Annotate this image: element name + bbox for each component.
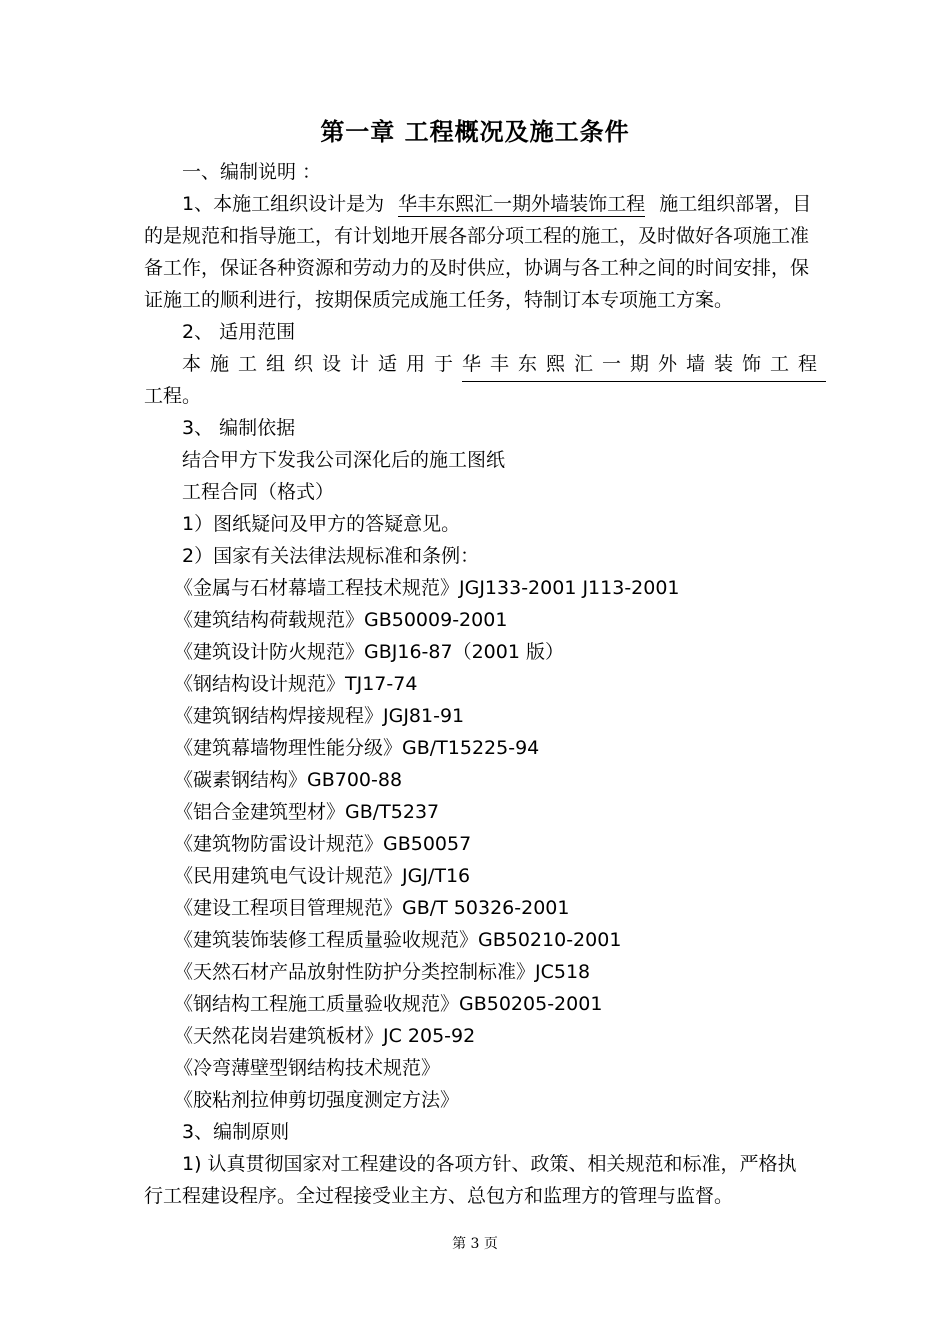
standard-item: 《天然花岗岩建筑板材》JC 205-92 <box>174 1025 476 1047</box>
standard-item: 《天然石材产品放射性防护分类控制标准》JC518 <box>174 961 591 983</box>
basis-item: 2）国家有关法律法规标准和条例： <box>182 545 480 567</box>
basis-item: 工程合同（格式） <box>182 481 335 503</box>
paragraph-line: 备工作，保证各种资源和劳动力的及时供应，协调与各工种之间的时间安排，保 <box>144 257 810 279</box>
project-name-underlined: 华丰东熙汇一期外墙装饰工程 <box>462 348 826 382</box>
section-heading-scope: 2、 适用范围 <box>182 321 296 343</box>
basis-item: 结合甲方下发我公司深化后的施工图纸 <box>182 449 506 471</box>
paragraph-line: 工程。 <box>144 385 202 407</box>
standard-item: 《建筑物防雷设计规范》GB50057 <box>174 833 472 855</box>
paragraph-line: 的是规范和指导施工，有计划地开展各部分项工程的施工，及时做好各项施工准 <box>144 225 810 247</box>
standard-item: 《建筑装饰装修工程质量验收规范》GB50210-2001 <box>174 929 622 951</box>
standard-item: 《钢结构设计规范》TJ17-74 <box>174 673 418 695</box>
basis-item: 1）图纸疑问及甲方的答疑意见。 <box>182 513 461 535</box>
project-name-underlined: 华丰东熙汇一期外墙装饰工程 <box>398 193 646 215</box>
paragraph-line: 行工程建设程序。全过程接受业主方、总包方和监理方的管理与监督。 <box>144 1185 734 1207</box>
standard-item: 《建筑结构荷载规范》GB50009-2001 <box>174 609 508 631</box>
section-heading-principles: 3、编制原则 <box>182 1121 290 1143</box>
standard-item: 《民用建筑电气设计规范》JGJ/T16 <box>174 865 471 887</box>
paragraph-line: 1) 认真贯彻国家对工程建设的各项方针、政策、相关规范和标准，严格执 <box>182 1153 797 1175</box>
paragraph-text: 1、本施工组织设计是为 <box>182 193 385 215</box>
paragraph-text: 施工组织部署，目 <box>659 193 812 215</box>
standard-item: 《建设工程项目管理规范》GB/T 50326-2001 <box>174 897 570 919</box>
paragraph-line <box>182 188 811 220</box>
section-heading-basis: 3、 编制依据 <box>182 417 296 439</box>
standard-item: 《建筑设计防火规范》GBJ16-87（2001 版） <box>174 641 564 663</box>
paragraph-line <box>182 348 827 382</box>
standard-item: 《建筑幕墙物理性能分级》GB/T15225-94 <box>174 737 540 759</box>
section-heading-explanation: 一、编制说明 ： <box>182 161 322 183</box>
standard-item: 《钢结构工程施工质量验收规范》GB50205-2001 <box>174 993 603 1015</box>
standard-item: 《金属与石材幕墙工程技术规范》JGJ133-2001 J113-2001 <box>174 577 680 599</box>
standard-item: 《胶粘剂拉伸剪切强度测定方法》 <box>174 1089 460 1111</box>
paragraph-line: 证施工的顺利进行，按期保质完成施工任务，特制订本专项施工方案。 <box>144 289 734 311</box>
paragraph-text: 本施工组织设计适用于 <box>182 353 463 375</box>
standard-item: 《建筑钢结构焊接规程》JGJ81-91 <box>174 705 465 727</box>
standard-item: 《碳素钢结构》GB700-88 <box>174 769 403 791</box>
chapter-title: 第一章 工程概况及施工条件 <box>320 118 630 146</box>
standard-item: 《铝合金建筑型材》GB/T5237 <box>174 801 440 823</box>
page-number: 第 3 页 <box>452 1236 498 1252</box>
standard-item: 《冷弯薄壁型钢结构技术规范》 <box>174 1057 441 1079</box>
